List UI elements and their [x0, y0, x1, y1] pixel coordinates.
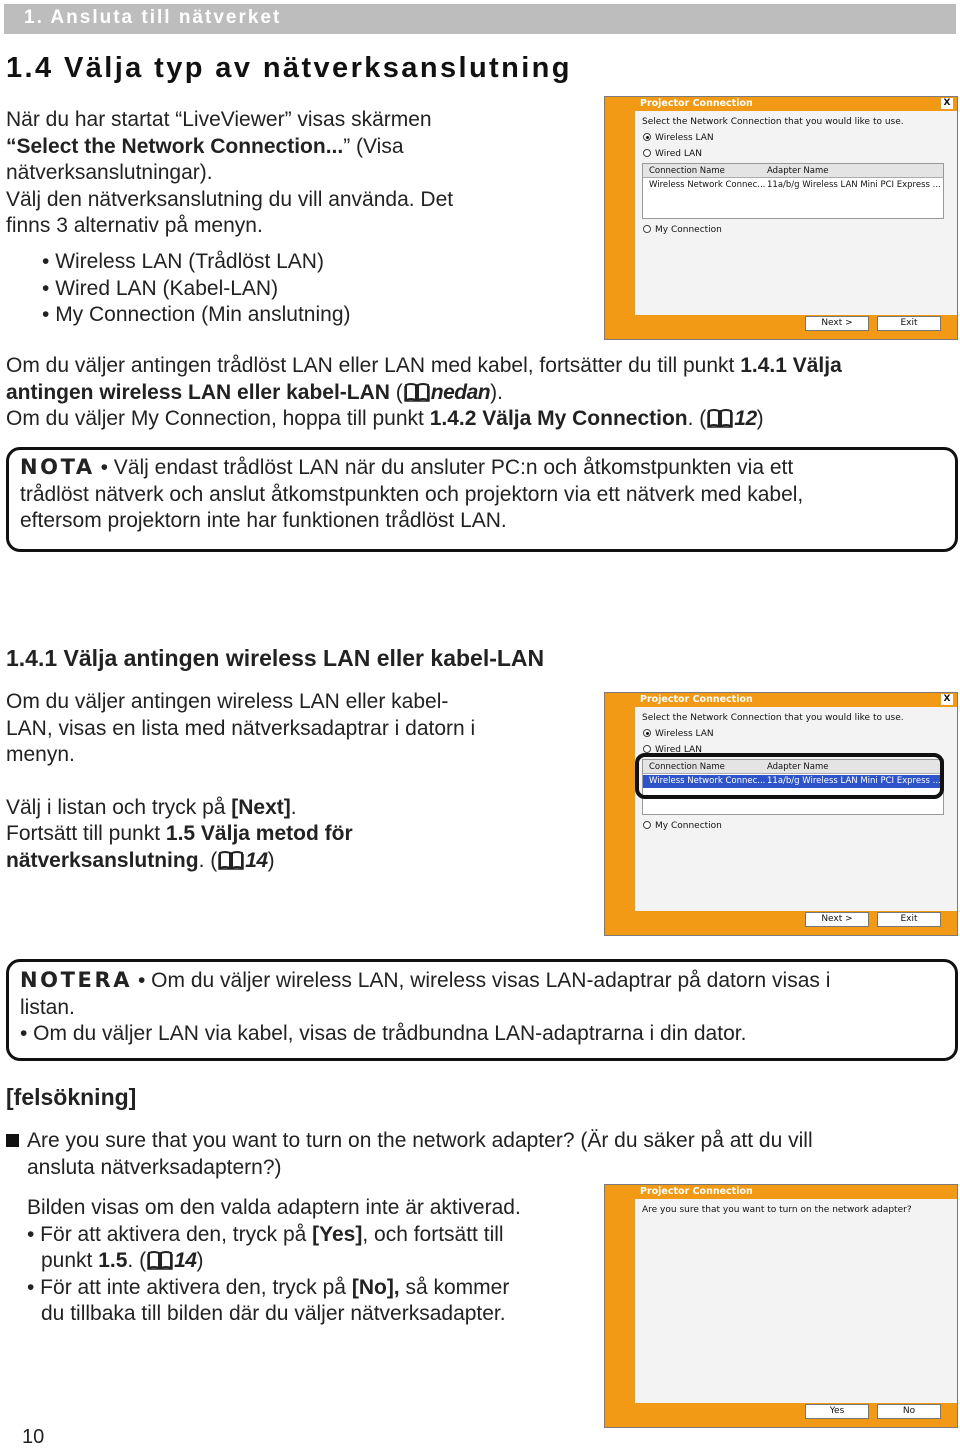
- radio-wired-lan[interactable]: [643, 149, 702, 159]
- paren: ).: [490, 380, 503, 404]
- highlight-ring: [635, 753, 944, 799]
- troubleshoot-answer: [27, 1195, 597, 1328]
- subsection-line: menyn.: [6, 743, 75, 766]
- page-ref-link[interactable]: 14: [245, 848, 268, 872]
- intro-line: finns 3 alternativ på menyn.: [6, 214, 263, 237]
- no-ref: [No],: [351, 1275, 400, 1299]
- no-button[interactable]: No: [877, 1404, 941, 1419]
- confirm-dialog: [604, 1184, 958, 1428]
- choose-ref: 1.4.1 Välja: [740, 354, 842, 377]
- paren: . (: [687, 407, 707, 430]
- choose-line: [6, 353, 956, 380]
- projector-connection-dialog-selected: [604, 692, 958, 936]
- list-header: [643, 164, 943, 178]
- page-number: 10: [22, 1426, 45, 1448]
- answer-line: du tillbaka till bilden där du väljer nätverksadapter.: [41, 1302, 506, 1325]
- dialog-body: [635, 707, 957, 924]
- note-content: [20, 967, 948, 1048]
- section-ref: 1.5 Välja metod för: [165, 822, 353, 845]
- exit-button[interactable]: Exit: [877, 912, 941, 927]
- radio-icon: [643, 225, 651, 233]
- dialog-title: Projector Connection: [640, 1186, 753, 1197]
- paren: ): [267, 848, 275, 872]
- choose-line: [6, 406, 956, 433]
- radio-selected-icon: [643, 133, 651, 141]
- note-line: [20, 454, 945, 482]
- subsection-text: Fortsätt till punkt: [6, 822, 166, 845]
- intro-line: När du har startat “LiveViewer” visas skärmen: [6, 108, 432, 131]
- dialog-prompt: Select the Network Connection that you would like to use.: [642, 713, 904, 723]
- radio-wireless-lan[interactable]: [643, 729, 714, 739]
- paren: (: [389, 380, 403, 404]
- intro-paragraph: [6, 107, 586, 240]
- troubleshoot-question: [6, 1128, 936, 1181]
- dialog-side-stripe: [605, 707, 635, 935]
- radio-my-connection[interactable]: [643, 821, 722, 831]
- subsection-line: Om du väljer antingen wireless LAN eller kabel-: [6, 690, 449, 713]
- dialog-side-stripe: [605, 111, 635, 339]
- radio-wireless-lan[interactable]: [643, 133, 714, 143]
- answer-line: [27, 1222, 597, 1249]
- square-bullet-icon: [6, 1134, 19, 1147]
- note-line: • Om du väljer LAN via kabel, visas de trådbundna LAN-adaptrarna i din dator.: [20, 1022, 747, 1045]
- note-line: trådlöst nätverk och anslut åtkomstpunkten och projektorn via ett nätverk med kabel,: [20, 482, 804, 506]
- note-line: eftersom projektorn inte har funktionen trådlöst LAN.: [20, 509, 507, 532]
- subsection-line: [6, 821, 586, 848]
- list-item: • Wireless LAN (Trådlöst LAN): [42, 249, 351, 276]
- page-ref-link[interactable]: nedan: [430, 380, 491, 404]
- question-line: ansluta nätverksadaptern?): [27, 1155, 282, 1179]
- adapter-name-cell: 11a/b/g Wireless LAN Mini PCI Express ...: [767, 776, 941, 786]
- close-icon[interactable]: X: [941, 98, 953, 109]
- troubleshoot-heading: [felsökning]: [6, 1084, 137, 1110]
- connection-name-cell: Wireless Network Connec...: [649, 180, 766, 190]
- radio-icon: [643, 821, 651, 829]
- close-icon[interactable]: X: [941, 694, 953, 705]
- book-icon: [218, 850, 244, 870]
- choose-ref: 1.4.2 Välja My Connection: [429, 407, 688, 430]
- section-title: 1.4 Välja typ av nätverksanslutning: [6, 52, 572, 84]
- dialog-question: Are you sure that you want to turn on the network adapter?: [642, 1205, 912, 1215]
- subsection-line: [6, 848, 586, 875]
- choose-line: [6, 380, 956, 407]
- radio-icon: [643, 149, 651, 157]
- dialog-titlebar: [605, 693, 957, 707]
- subsection-text: Välj i listan och tryck på: [6, 795, 232, 819]
- adapter-name-cell: 11a/b/g Wireless LAN Mini PCI Express ...: [767, 180, 941, 190]
- section-ref: nätverksanslutning: [6, 848, 199, 872]
- yes-ref: [Yes]: [312, 1222, 363, 1246]
- note-text: • Om du väljer wireless LAN, wireless visas LAN-adaptrar på datorn visas i: [137, 969, 831, 992]
- radio-label: My Connection: [655, 225, 722, 235]
- chapter-title: 1. Ansluta till nätverket: [24, 7, 282, 28]
- radio-label: Wireless LAN: [655, 133, 714, 143]
- note-content: [20, 454, 945, 535]
- radio-my-connection[interactable]: [643, 225, 722, 235]
- list-item: • Wired LAN (Kabel-LAN): [42, 276, 351, 303]
- dialog-title: Projector Connection: [640, 98, 753, 109]
- dialog-title: Projector Connection: [640, 694, 753, 705]
- page-ref-link[interactable]: 14: [174, 1249, 197, 1272]
- paren: ): [756, 407, 764, 430]
- subsection-paragraph: [6, 689, 586, 874]
- answer-text: , och fortsätt till: [362, 1222, 504, 1246]
- answer-line: Bilden visas om den valda adaptern inte är aktiverad.: [27, 1196, 521, 1219]
- next-button[interactable]: Next >: [805, 316, 869, 331]
- dialog-titlebar: [605, 1185, 957, 1199]
- note-label: NOTERA: [20, 968, 133, 992]
- connection-options-list: [42, 249, 351, 329]
- answer-text: så kommer: [399, 1275, 510, 1299]
- column-header: Adapter Name: [767, 762, 829, 772]
- book-icon: [147, 1250, 173, 1270]
- intro-line: [6, 134, 586, 161]
- dialog-prompt: Select the Network Connection that you would like to use.: [642, 117, 904, 127]
- adapter-list[interactable]: [642, 163, 944, 219]
- exit-button[interactable]: Exit: [877, 316, 941, 331]
- dialog-side-stripe: [605, 1199, 635, 1427]
- radio-label: Wired LAN: [655, 149, 702, 159]
- dialog-body: [635, 1199, 957, 1416]
- paren: . (: [127, 1249, 147, 1272]
- choose-text: Om du väljer antingen trådlöst LAN eller LAN med kabel, fortsätter du till punkt: [6, 354, 741, 377]
- answer-line: [27, 1275, 597, 1302]
- choose-text: Om du väljer My Connection, hoppa till punkt: [6, 407, 430, 430]
- question-text: Are you sure that you want to turn on the network adapter? (Är du säker på att du vill: [27, 1129, 813, 1152]
- subsection-text: .: [290, 795, 297, 819]
- table-row[interactable]: [643, 179, 943, 192]
- note-line: [20, 967, 948, 995]
- dialog-titlebar: [605, 97, 957, 111]
- dialog-body: [635, 111, 957, 328]
- next-button[interactable]: Next >: [805, 912, 869, 927]
- column-header: Adapter Name: [767, 166, 829, 176]
- radio-label: My Connection: [655, 821, 722, 831]
- intro-line: Välj den nätverksanslutning du vill använda. Det: [6, 187, 454, 211]
- note-text: • Välj endast trådlöst LAN när du ansluter PC:n och åtkomstpunkten via ett: [100, 456, 794, 479]
- projector-connection-dialog: [604, 96, 958, 340]
- list-item: • My Connection (Min anslutning): [42, 302, 351, 329]
- radio-label: Wireless LAN: [655, 729, 714, 739]
- note-line: listan.: [20, 995, 75, 1019]
- next-ref: [Next]: [231, 795, 291, 819]
- answer-text: • För att aktivera den, tryck på: [27, 1222, 313, 1246]
- note-label: NOTA: [20, 455, 95, 479]
- answer-line: [27, 1248, 597, 1275]
- radio-label: Wired LAN: [655, 745, 702, 755]
- subsection-title: 1.4.1 Välja antingen wireless LAN eller kabel-LAN: [6, 645, 545, 671]
- paren: . (: [198, 848, 218, 872]
- choose-ref: antingen wireless LAN eller kabel-LAN: [6, 380, 390, 404]
- intro-text: ” (Visa: [343, 134, 404, 158]
- paren: ): [196, 1249, 204, 1272]
- choose-paragraph: [6, 353, 956, 433]
- yes-button[interactable]: Yes: [805, 1404, 869, 1419]
- subsection-line: LAN, visas en lista med nätverksadaptrar i datorn i: [6, 716, 476, 740]
- book-icon: [404, 382, 430, 402]
- answer-text: punkt: [41, 1249, 99, 1272]
- intro-line: nätverksanslutningar).: [6, 161, 213, 184]
- section-ref: 1.5: [98, 1249, 128, 1272]
- dialog-name-bold: “Select the Network Connection...: [6, 134, 344, 158]
- book-icon: [707, 408, 733, 428]
- column-header: Connection Name: [649, 762, 725, 772]
- page-ref-link[interactable]: 12: [734, 407, 757, 430]
- column-header: Connection Name: [649, 166, 725, 176]
- subsection-line: [6, 795, 586, 822]
- chapter-header-bar: [4, 4, 956, 34]
- question-line: [6, 1128, 936, 1155]
- answer-text: • För att inte aktivera den, tryck på: [27, 1275, 352, 1299]
- connection-name-cell: Wireless Network Connec...: [649, 776, 766, 786]
- radio-selected-icon: [643, 729, 651, 737]
- radio-icon: [643, 745, 651, 753]
